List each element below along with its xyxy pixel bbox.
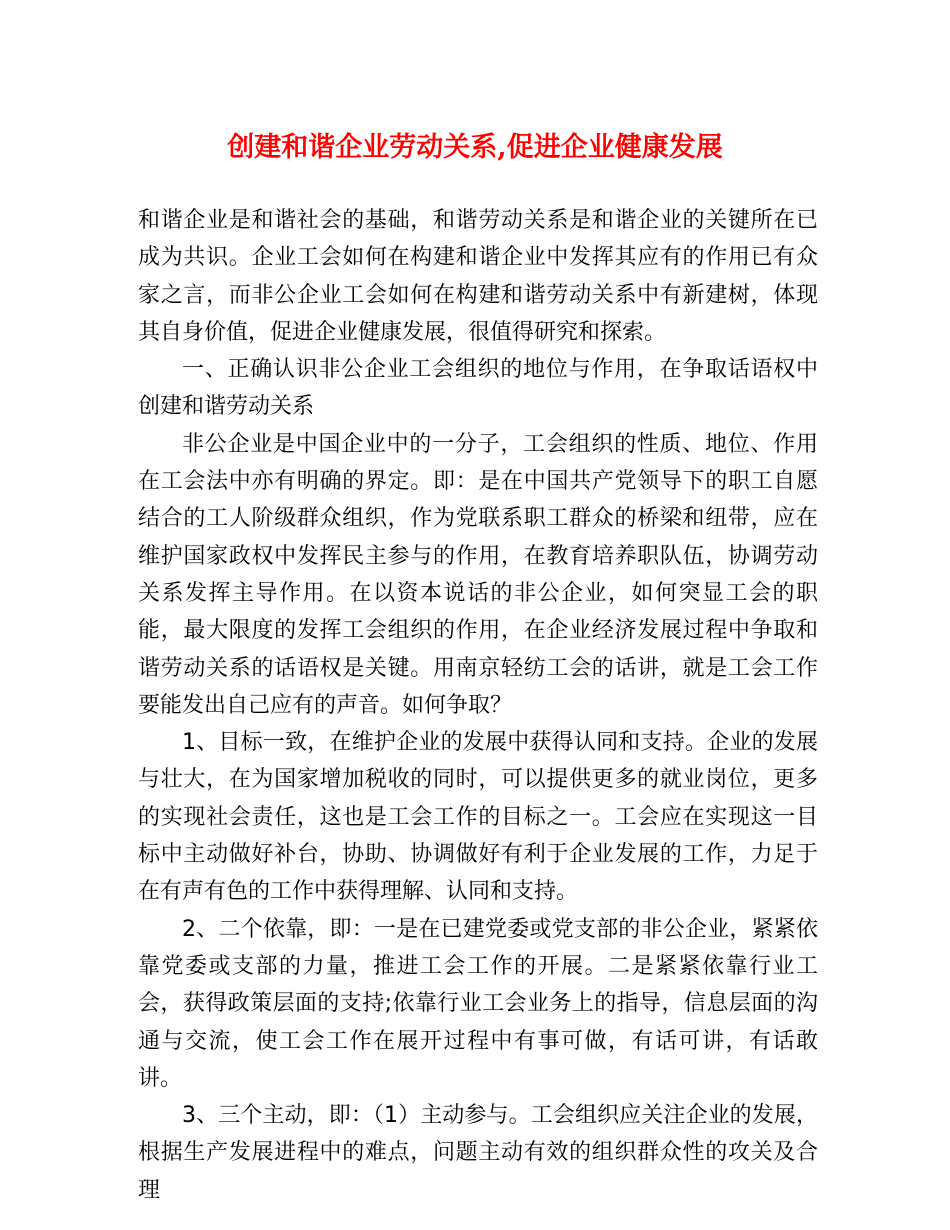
paragraph-role-of-union: 非公企业是中国企业中的一分子，工会组织的性质、地位、作用在工会法中亦有明确的界定。即：是在中国共产党领导下的职工自愿结合的工人阶级群众组织，作为党联系职工群众的桥梁和纽带，应在维护国家政权中发挥民主参与的作用，在教育培养职队伍，协调劳动关系发挥主导作用。在以资本说话的非公企业，如何突显工会的职能，最大限度的发挥工会组织的作用，在企业经济发展过程中争取和谐劳动关系的话语权是关键。用南京轻纺工会的话讲，就是工会工作要能发出自己应有的声音。如何争取？: [138, 431, 818, 718]
document-title: 创建和谐企业劳动关系,促进企业健康发展: [227, 132, 723, 163]
paragraph-intro: 和谐企业是和谐社会的基础，和谐劳动关系是和谐企业的关键所在已成为共识。企业工会如何在构建和谐企业中发挥其应有的作用已有众家之言，而非公企业工会如何在构建和谐劳动关系中有新建树，体现其自身价值，促进企业健康发展，很值得研究和探索。: [138, 208, 818, 345]
paragraph-point-3: 3、三个主动，即：（1）主动参与。工会组织应关注企业的发展，根据生产发展进程中的难点，问题主动有效的组织群众性的攻关及合理: [138, 1103, 818, 1203]
paragraph-point-2: 2、二个依靠，即：一是在已建党委或党支部的非公企业，紧紧依靠党委或支部的力量，推进工会工作的开展。二是紧紧依靠行业工会，获得政策层面的支持;依靠行业工会业务上的指导，信息层面的沟通与交流，使工会工作在展开过程中有事可做，有话可讲，有话敢讲。: [138, 916, 818, 1091]
document-body: [138, 202, 818, 1209]
section-heading-1: 一、正确认识非公企业工会组织的地位与作用，在争取话语权中创建和谐劳动关系: [138, 357, 818, 420]
paragraph-point-1: 1、目标一致，在维护企业的发展中获得认同和支持。企业的发展与壮大，在为国家增加税收的同时，可以提供更多的就业岗位，更多的实现社会责任，这也是工会工作的目标之一。工会应在实现这一目标中主动做好补台，协助、协调做好有利于企业发展的工作，力足于在有声有色的工作中获得理解、认同和支持。: [138, 730, 818, 905]
